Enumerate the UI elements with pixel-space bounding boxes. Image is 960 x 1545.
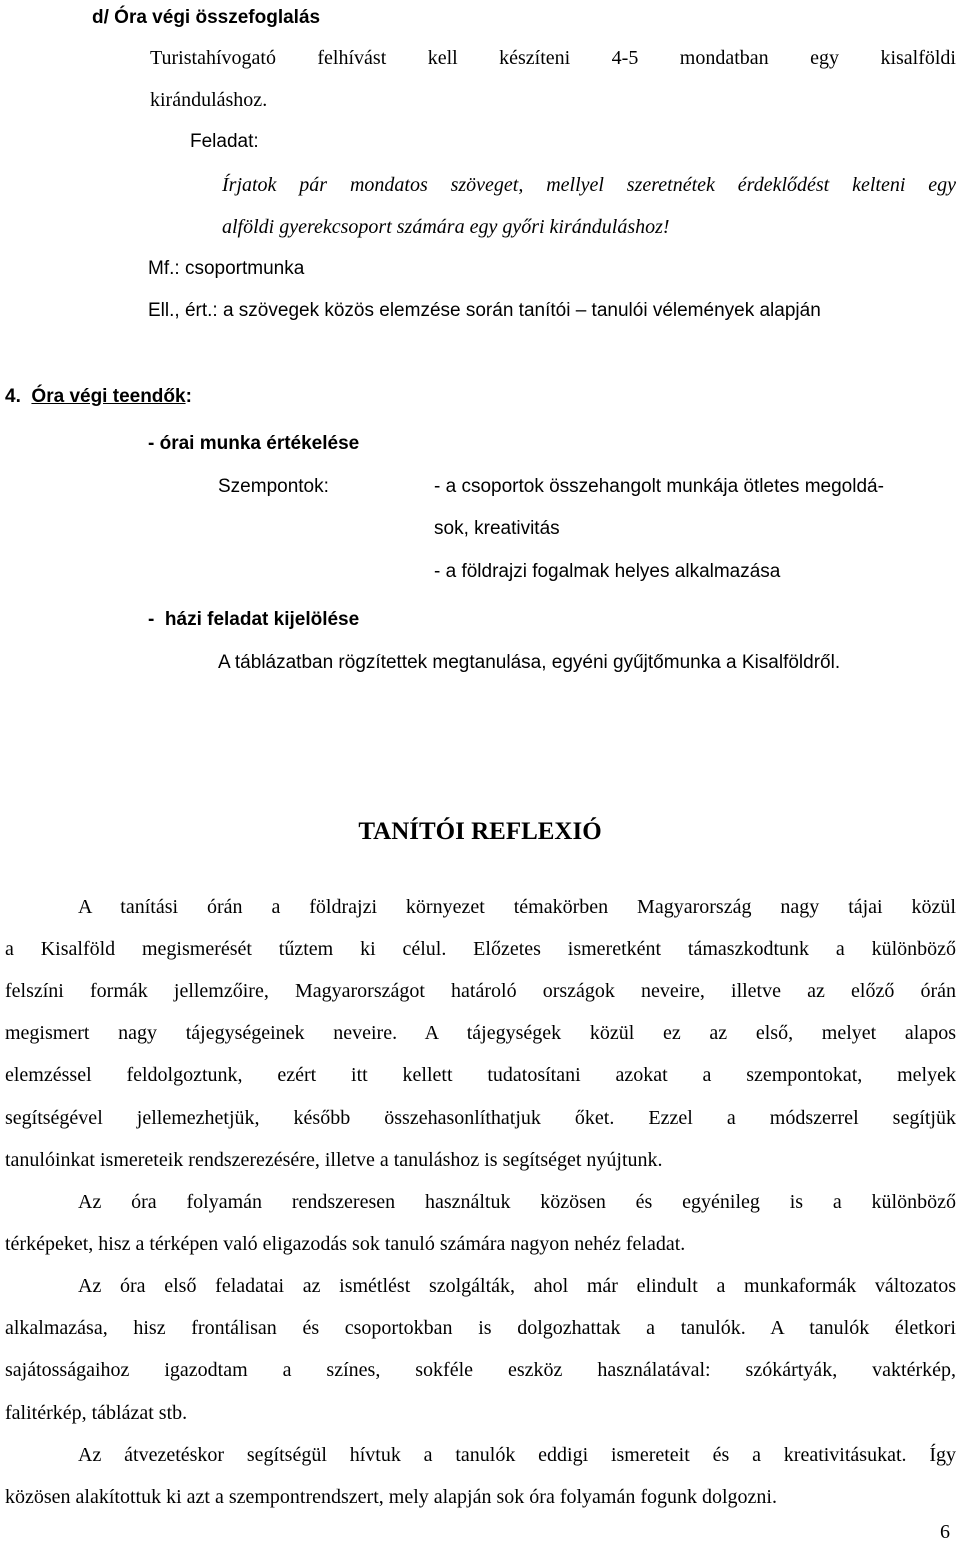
work-form: Mf.: csoportmunka — [148, 258, 305, 279]
reflection-line: Az átvezetéskor segítségül hívtuk a tanulók eddigi ismereteit és a kreativitásukat. Így — [78, 1444, 956, 1466]
section-4-number: 4. — [5, 386, 21, 407]
task-label: Feladat: — [190, 131, 259, 152]
reflection-line: sajátosságaihoz igazodtam a színes, sokféle eszköz használatával: szókártyák, vaktérkép, — [5, 1359, 956, 1381]
section-4-heading — [5, 385, 192, 409]
item-lesson-evaluation: - órai munka értékelése — [148, 433, 360, 454]
homework-text: A táblázatban rögzítettek megtanulása, egyéni gyűjtőmunka a Kisalföldről. — [218, 652, 841, 673]
item-homework-label: házi feladat kijelölése — [164, 609, 360, 630]
criteria-label: Szempontok: — [218, 476, 329, 497]
reflection-line: közösen alakítottuk ki azt a szempontrendszert, mely alapján sok óra folyamán fogunk dolgozni. — [5, 1486, 777, 1508]
reflection-title: TANÍTÓI REFLEXIÓ — [358, 818, 602, 845]
reflection-line: Az óra folyamán rendszeresen használtuk közösen és egyénileg is a különböző — [78, 1191, 956, 1213]
reflection-line: A tanítási órán a földrajzi környezet témakörben Magyarország nagy tájai közül — [78, 896, 956, 918]
intro-line-1: Turistahívogató felhívást kell készíteni 4-5 mondatban egy kisalföldi — [150, 47, 956, 69]
reflection-line: tanulóinkat ismereteik rendszerezésére, illetve a tanuláshoz is segítséget nyújtunk. — [5, 1149, 663, 1171]
task-line-1: Írjatok pár mondatos szöveget, mellyel szeretnétek érdeklődést kelteni egy — [222, 174, 956, 196]
reflection-line: felszíni formák jellemzőire, Magyarországot határoló országok neveire, illetve az előző órán — [5, 980, 956, 1002]
reflection-line: falitérkép, táblázat stb. — [5, 1402, 188, 1424]
reflection-line: megismert nagy tájegységeinek neveire. A tájegységek közül ez az első, melyet alapos — [5, 1022, 956, 1044]
page-number: 6 — [940, 1521, 950, 1543]
criteria-1-line-2: sok, kreativitás — [434, 518, 560, 539]
reflection-line: térképeket, hisz a térképen való eligazodás sok tanuló számára nagyon nehéz feladat. — [5, 1233, 686, 1255]
reflection-line: elemzéssel feldolgoztunk, ezért itt kellett tudatosítani azokat a szempontokat, melyek — [5, 1064, 956, 1086]
section-4-title: Óra végi teendők — [31, 386, 186, 407]
item-homework-dash: - — [148, 609, 155, 630]
reflection-line: segítségével jellemezhetjük, később összehasonlíthatjuk őket. Ezzel a módszerrel segítjük — [5, 1107, 956, 1129]
criteria-1-line-1: - a csoportok összehangolt munkája ötletes megoldá- — [434, 476, 884, 497]
section-d-heading: d/ Óra végi összefoglalás — [92, 7, 321, 28]
item-homework-heading — [148, 608, 359, 632]
section-4-colon: : — [185, 386, 192, 407]
reflection-line: Az óra első feladatai az ismétlést szolgálták, ahol már elindult a munkaformák változatos — [78, 1275, 956, 1297]
intro-line-2: kiránduláshoz. — [150, 89, 268, 111]
reflection-line: a Kisalföld megismerését tűztem ki célul. Előzetes ismeretként támaszkodtunk a különböző — [5, 938, 956, 960]
criteria-2: - a földrajzi fogalmak helyes alkalmazása — [434, 561, 781, 582]
evaluation-line: Ell., ért.: a szövegek közös elemzése során tanítói – tanulói vélemények alapján — [148, 300, 821, 321]
reflection-line: alkalmazása, hisz frontálisan és csoportokban is dolgozhattak a tanulók. A tanulók életkori — [5, 1317, 956, 1339]
task-line-2: alföldi gyerekcsoport számára egy győri kiránduláshoz! — [222, 216, 670, 238]
